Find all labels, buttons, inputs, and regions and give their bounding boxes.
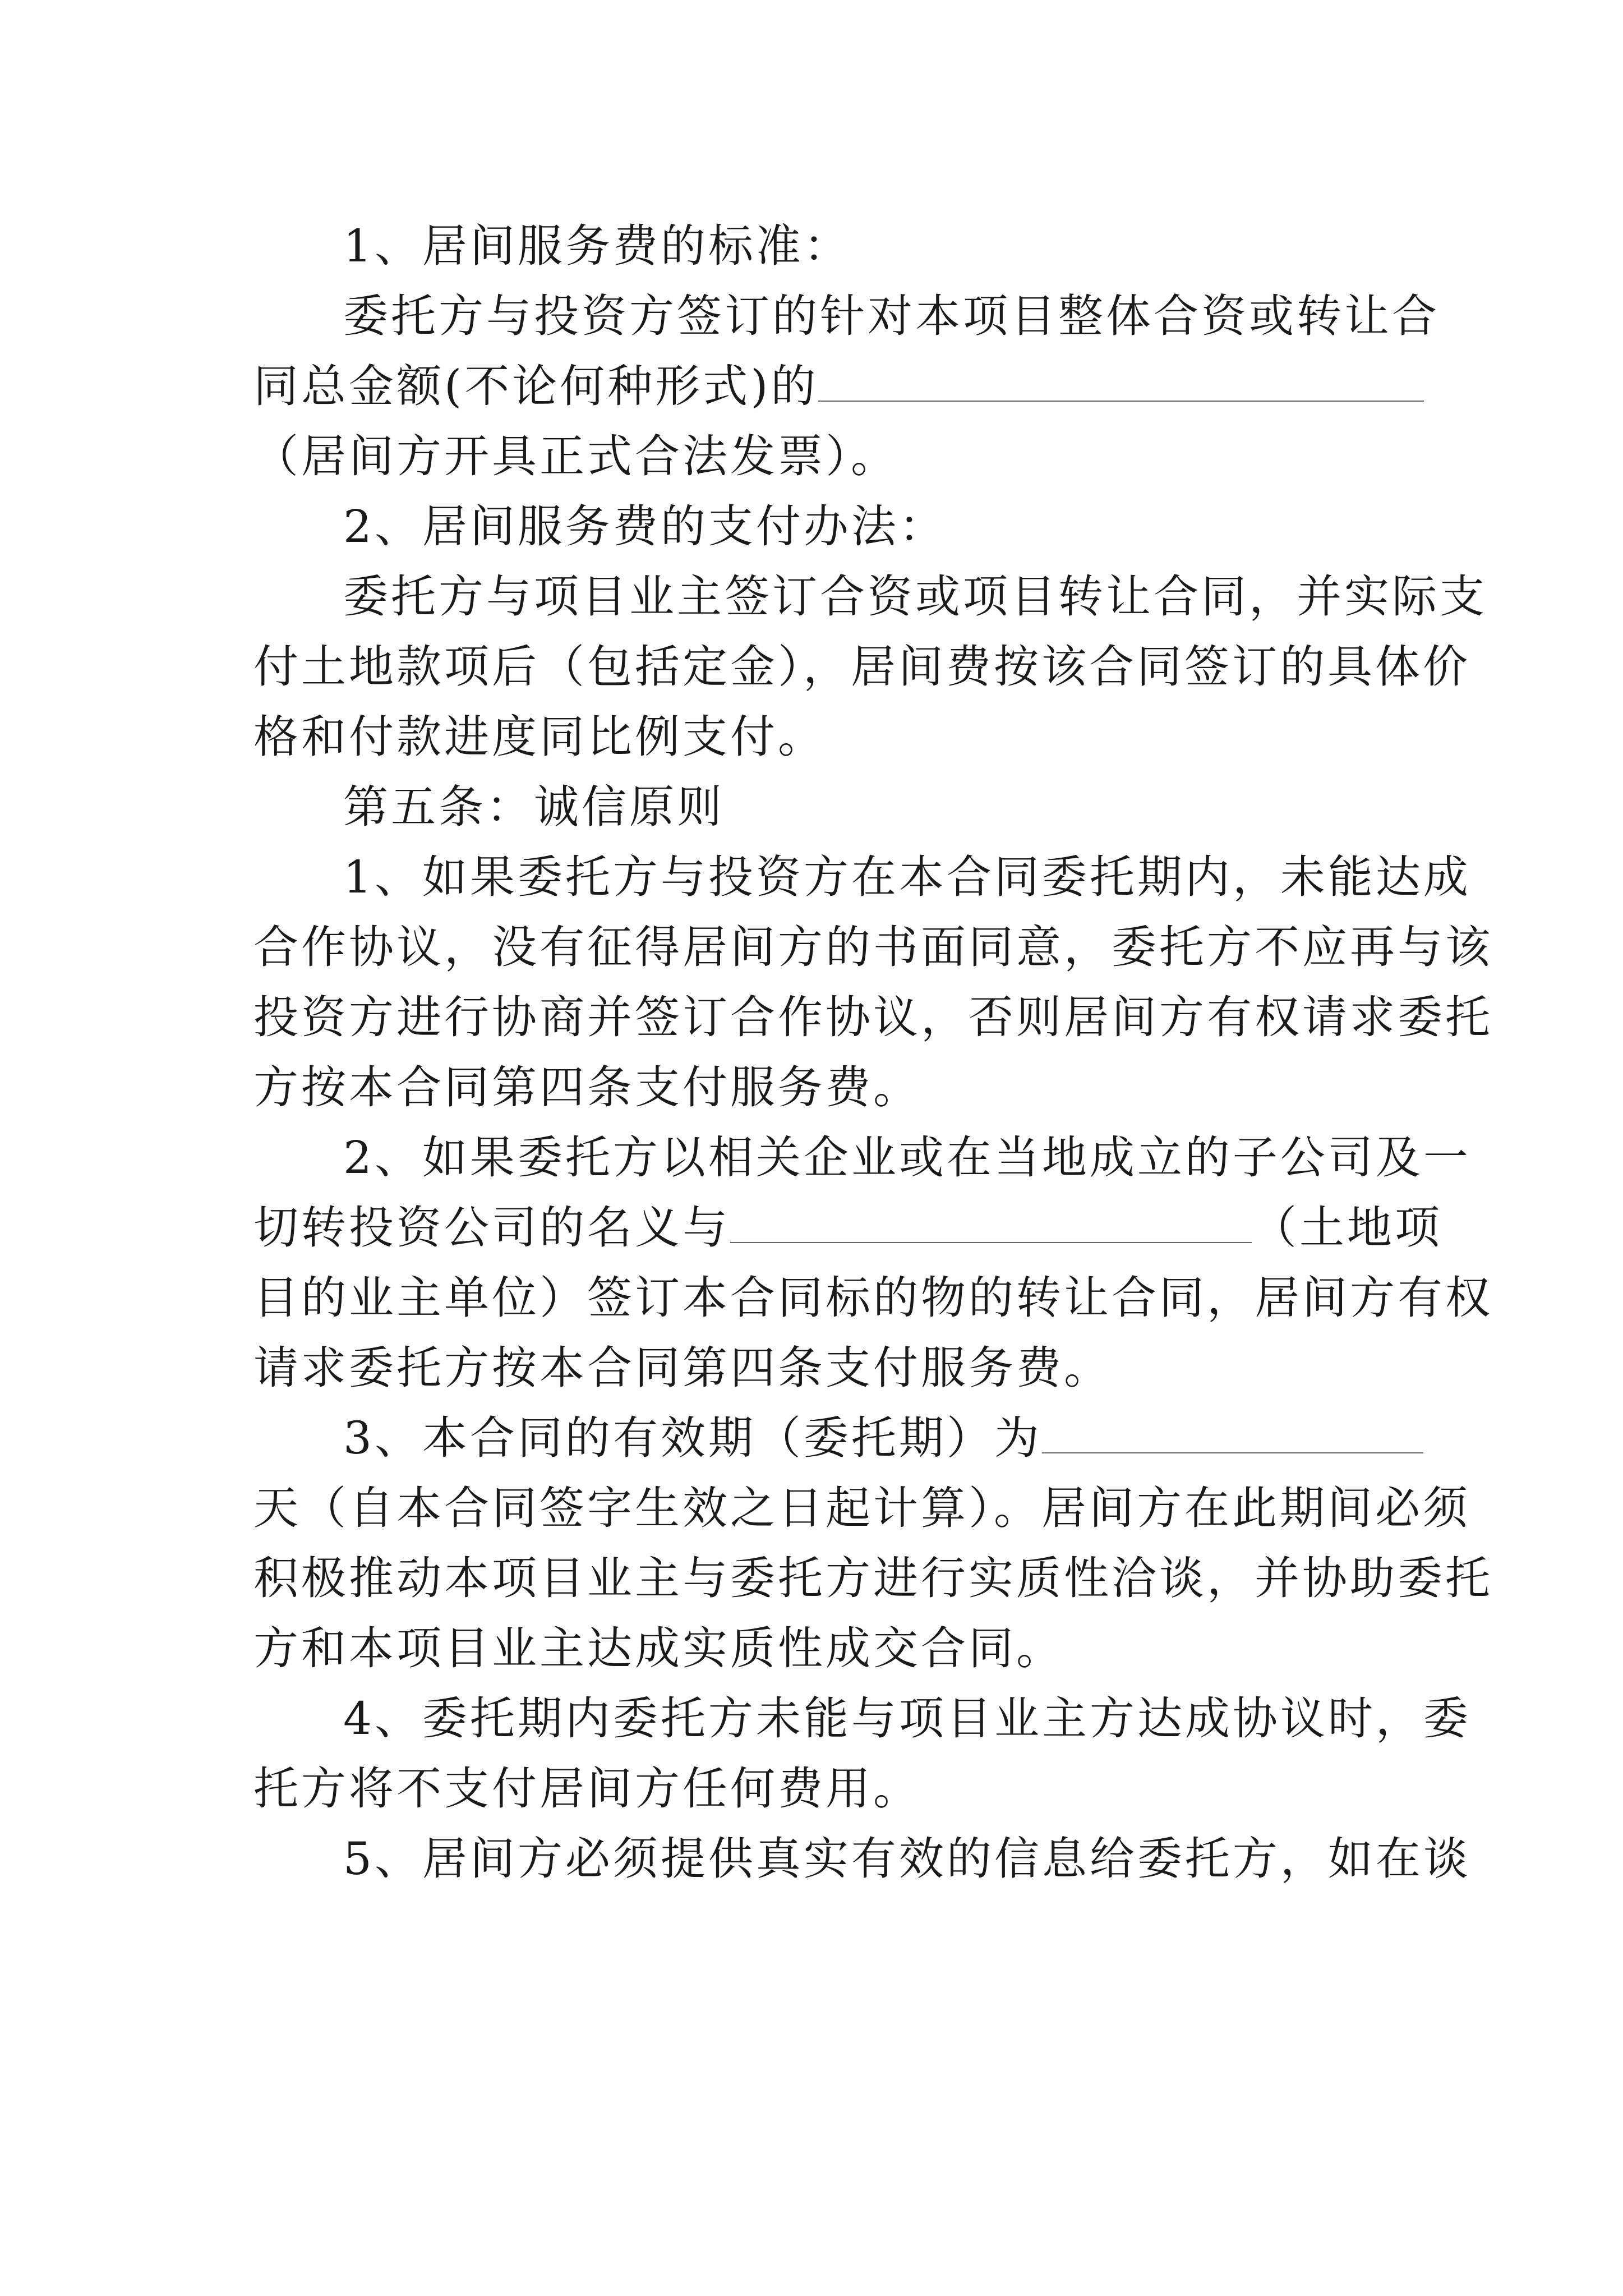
fee-blank-field[interactable] [818, 360, 1424, 402]
article-5-item-3-cont-3: 方和本项目业主达成实质性成交合同。 [253, 1622, 1064, 1674]
article-5-item-4: 4、委托期内委托方未能与项目业主方达成协议时，委 [343, 1692, 1471, 1745]
clause-2-text-cont-1: 付土地款项后（包括定金），居间费按该合同签订的具体价 [253, 641, 1470, 693]
clause-1-text-cont [253, 351, 1381, 421]
article-5-item-2-part-a: 切转投资公司的名义与 [253, 1202, 730, 1254]
article-5-item-2-cont-2: 目的业主单位）签订本合同标的物的转让合同，居间方有权 [253, 1272, 1493, 1324]
article-5-item-1-cont-3: 方按本合同第四条支付服务费。 [253, 1061, 921, 1114]
clause-2-text: 委托方与项目业主签订合资或项目转让合同，并实际支 [343, 570, 1487, 623]
article-5-item-4-cont: 托方将不支付居间方任何费用。 [253, 1763, 921, 1815]
company-blank-field[interactable] [730, 1202, 1252, 1243]
article-5-item-3-cont-2: 积极推动本项目业主与委托方进行实质性洽谈，并协助委托 [253, 1552, 1493, 1604]
clause-1-heading: 1、居间服务费的标准： [343, 220, 851, 272]
clause-2-text-cont-2: 格和付款进度同比例支付。 [253, 711, 826, 763]
article-5-item-2-cont-1 [253, 1193, 1442, 1263]
term-blank-field[interactable] [1042, 1412, 1423, 1453]
article-5-item-1-cont-2: 投资方进行协商并签订合作协议，否则居间方有权请求委托 [253, 991, 1493, 1043]
clause-1-text-part: 同总金额(不论何种形式)的 [253, 360, 819, 412]
article-5-item-1: 1、如果委托方与投资方在本合同委托期内，未能达成 [343, 851, 1471, 903]
article-5-item-2-cont-3: 请求委托方按本合同第四条支付服务费。 [253, 1342, 1112, 1394]
article-5-item-3-cont-1: 天（自本合同签字生效之日起计算）。居间方在此期间必须 [253, 1482, 1470, 1534]
article-5-item-1-cont-1: 合作协议，没有征得居间方的书面同意，委托方不应再与该 [253, 921, 1493, 973]
document-body [253, 211, 1493, 1894]
invoice-note: （居间方开具正式合法发票）。 [253, 430, 898, 482]
clause-1-text: 委托方与投资方签订的针对本项目整体合资或转让合 [343, 290, 1440, 342]
article-5-item-3-part: 3、本合同的有效期（委托期）为 [343, 1412, 1042, 1464]
article-5-heading: 第五条：诚信原则 [343, 781, 725, 833]
clause-2-heading: 2、居间服务费的支付办法： [343, 500, 947, 553]
article-5-item-5: 5、居间方必须提供真实有效的信息给委托方，如在谈 [343, 1833, 1471, 1885]
article-5-item-2: 2、如果委托方以相关企业或在当地成立的子公司及一 [343, 1131, 1471, 1184]
article-5-item-3 [253, 1403, 1381, 1473]
article-5-item-2-part-b: （土地项 [1252, 1202, 1442, 1254]
